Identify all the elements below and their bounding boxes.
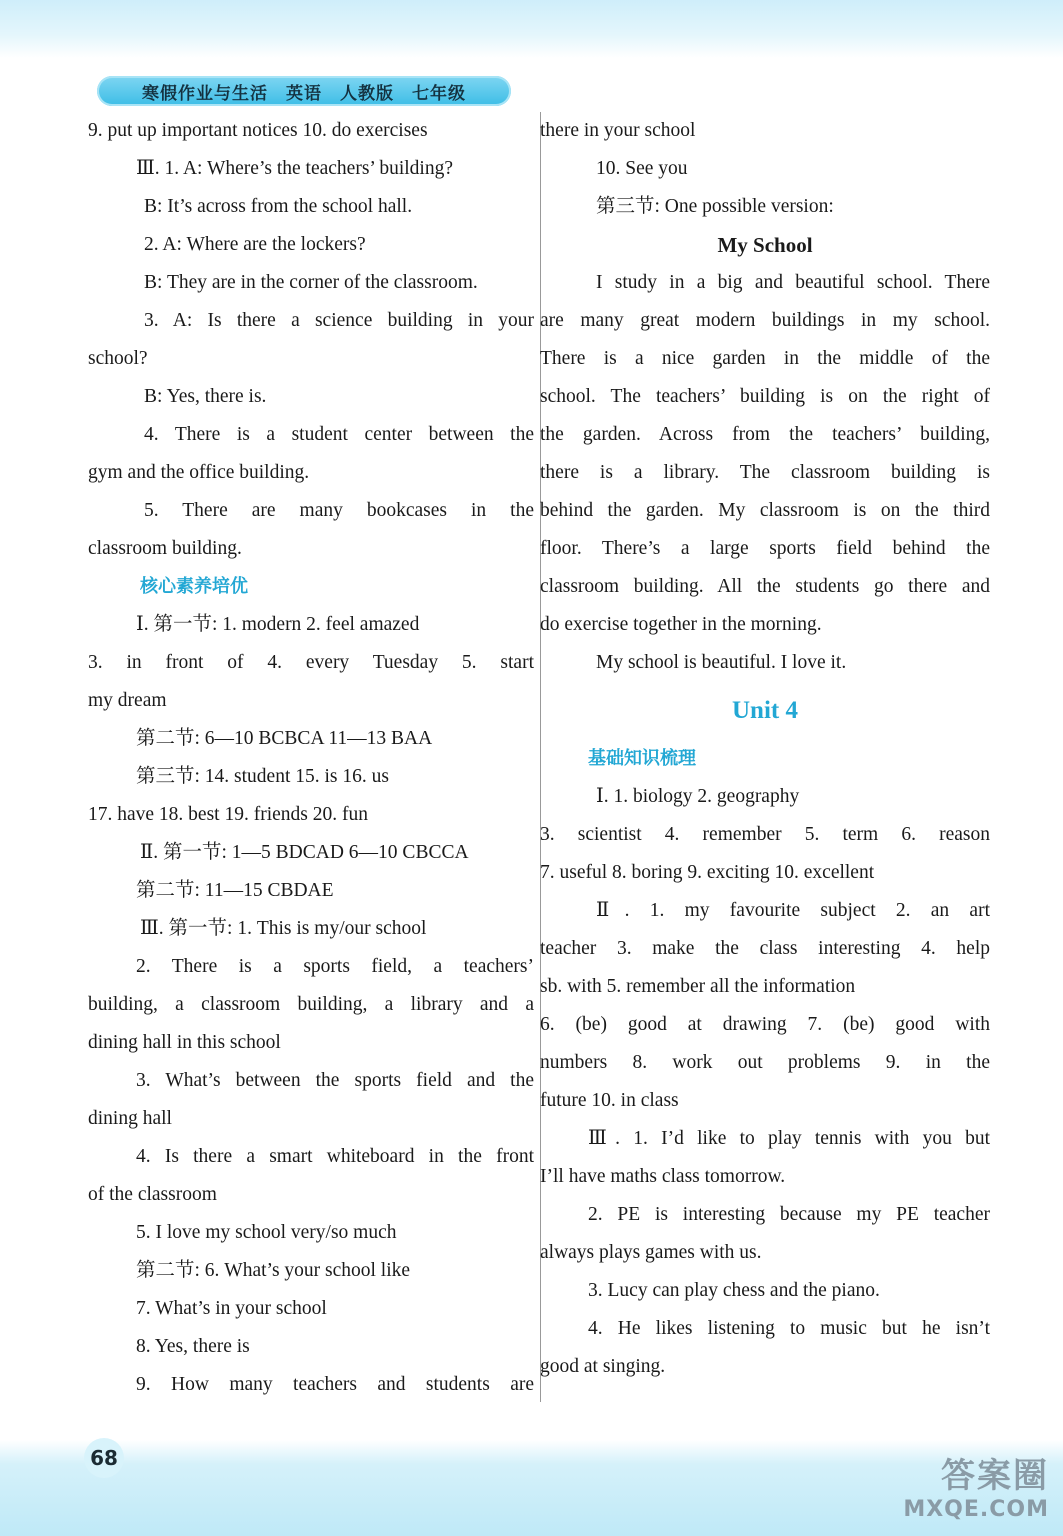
text-line: 7. What’s in your school (136, 1298, 327, 1319)
text-line: Ⅱ. 第一节: 1—5 BDCAD 6—10 CBCCA (140, 842, 469, 863)
text-line: building, a classroom building, a library and a (88, 994, 534, 1015)
text-line: 4. He likes listening to music but he isn’t (588, 1318, 990, 1339)
section-heading: 基础知识梳理 (588, 748, 696, 769)
text-line: always plays games with us. (540, 1242, 762, 1263)
text-line: I study in a big and beautiful school. There (596, 272, 990, 293)
page-number: 68 (84, 1438, 124, 1478)
text-line: classroom building. All the students go there and (540, 576, 990, 597)
text-line: 第二节: 6. What’s your school like (136, 1260, 411, 1281)
section-heading: 核心素养培优 (140, 576, 248, 597)
text-line: of the classroom (88, 1184, 217, 1205)
right-column (540, 112, 990, 1386)
left-column (88, 112, 534, 1404)
text-line: school. The teachers’ building is on the right of (540, 386, 990, 407)
watermark-en-text: MXQE.COM (903, 1497, 1049, 1522)
text-line: there in your school (540, 120, 696, 141)
text-line: do exercise together in the morning. (540, 614, 822, 635)
text-line: I’ll have maths class tomorrow. (540, 1166, 786, 1187)
text-line: classroom building. (88, 538, 242, 559)
text-line: floor. There’s a large sports field behind the (540, 538, 990, 559)
text-line: 3. Lucy can play chess and the piano. (588, 1280, 880, 1301)
text-line: 9. How many teachers and students are (136, 1374, 534, 1395)
text-line: B: Yes, there is. (144, 386, 267, 407)
text-line: numbers 8. work out problems 9. in the (540, 1052, 990, 1073)
text-line: Ⅲ. 第一节: 1. This is my/our school (140, 918, 427, 939)
text-line: 2. A: Where are the lockers? (144, 234, 366, 255)
text-line: dining hall in this school (88, 1032, 281, 1053)
text-line: good at singing. (540, 1356, 666, 1377)
text-line: the garden. Across from the teachers’ building, (540, 424, 990, 445)
text-line: Ⅲ. 1. A: Where’s the teachers’ building? (136, 158, 453, 179)
text-line: there is a library. The classroom building is (540, 462, 990, 483)
text-line: 第三节: 14. student 15. is 16. us (136, 766, 389, 787)
text-line: school? (88, 348, 148, 369)
text-line: My school is beautiful. I love it. (596, 652, 847, 673)
text-line: 5. There are many bookcases in the (144, 500, 534, 521)
text-line: gym and the office building. (88, 462, 310, 483)
text-line: 8. Yes, there is (136, 1336, 250, 1357)
text-line: Ⅰ. 第一节: 1. modern 2. feel amazed (136, 614, 420, 635)
text-line: B: It’s across from the school hall. (144, 196, 413, 217)
text-line: 3. scientist 4. remember 5. term 6. reason (540, 824, 990, 845)
book-header-title: 寒假作业与生活 英语 人教版 七年级 (97, 76, 511, 106)
text-line: future 10. in class (540, 1090, 679, 1111)
text-line: 9. put up important notices 10. do exercises (88, 120, 428, 141)
text-line: are many great modern buildings in my school. (540, 310, 990, 331)
essay-title: My School (717, 233, 813, 257)
text-line: my dream (88, 690, 167, 711)
text-line: 第二节: 6—10 BCBCA 11—13 BAA (136, 728, 433, 749)
text-line: 10. See you (596, 158, 688, 179)
text-line: 第二节: 11—15 CBDAE (136, 880, 334, 901)
text-line: Ⅰ. 1. biology 2. geography (596, 786, 800, 807)
text-line: 17. have 18. best 19. friends 20. fun (88, 804, 368, 825)
text-line: 4. There is a student center between the (144, 424, 534, 445)
text-line: sb. with 5. remember all the information (540, 976, 856, 997)
watermark-cn-text: 答案圈 (941, 1456, 1049, 1496)
text-line: There is a nice garden in the middle of the (540, 348, 990, 369)
text-line: 2. There is a sports field, a teachers’ (136, 956, 534, 977)
text-line: 3. What’s between the sports field and the (136, 1070, 534, 1091)
text-line: B: They are in the corner of the classroom. (144, 272, 478, 293)
unit-heading: Unit 4 (732, 697, 798, 724)
text-line: Ⅲ. 1. I’d like to play tennis with you but (588, 1128, 990, 1149)
text-line: dining hall (88, 1108, 172, 1129)
text-line: 3. A: Is there a science building in your (144, 310, 534, 331)
text-line: teacher 3. make the class interesting 4. help (540, 938, 990, 959)
text-line: Ⅱ. 1. my favourite subject 2. an art (596, 900, 990, 921)
text-line: 第三节: One possible version: (596, 196, 834, 217)
top-decorative-band (0, 0, 1063, 58)
text-line: 7. useful 8. boring 9. exciting 10. excellent (540, 862, 875, 883)
watermark-logo (873, 1456, 1049, 1532)
text-line: 3. in front of 4. every Tuesday 5. start (88, 652, 534, 673)
text-line: 4. Is there a smart whiteboard in the front (136, 1146, 534, 1167)
text-line: 2. PE is interesting because my PE teacher (588, 1204, 990, 1225)
text-line: behind the garden. My classroom is on the third (540, 500, 990, 521)
text-line: 5. I love my school very/so much (136, 1222, 397, 1243)
text-line: 6. (be) good at drawing 7. (be) good with (540, 1014, 990, 1035)
